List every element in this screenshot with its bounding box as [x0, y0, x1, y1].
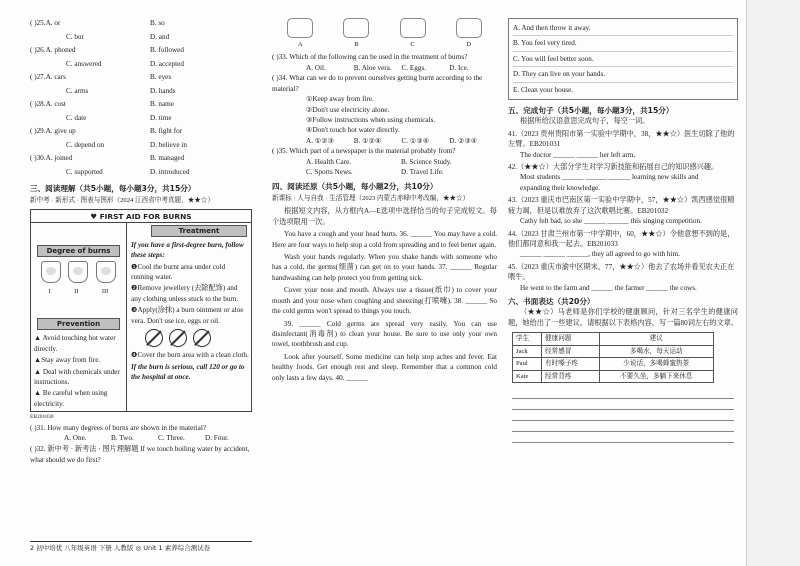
instruction: 根据所给汉语意思完成句子，每空一词。: [520, 117, 650, 126]
question-33: ( )33. Which of the following can be used in the treatment of burns?: [272, 53, 468, 62]
sentence-43-line[interactable]: Cathy felt bad, so she ______ ______ this singing competition.: [520, 217, 702, 226]
sentence-42-line-2: expanding their knowledge.: [520, 183, 601, 192]
question-35: ( )35. Which part of a newspaper is the material probably from?: [272, 147, 456, 156]
sentence-43: 43.（2023 重庆市巴南区第一实验中学期中，57，★★☆）凯西感觉很精疲力竭，但是以难放弃了这次歌唱比赛。EB201032: [508, 196, 735, 215]
no-oil-icon: [193, 329, 211, 347]
q34-items: ①Keep away from fire. ②Don't use electricity alone. ③Follow instructions when using chemicals. ④Don't touch hot water directly.: [306, 95, 436, 135]
hand-cover-icon: [456, 18, 482, 38]
mcq-row: ( )30.A. joined B. managed: [30, 154, 185, 162]
option-image-labels: A B C D: [297, 41, 472, 48]
sentence-42: 42.（★★☆）大部分学生对学习新技能和拓展自己的知识感兴趣。: [508, 162, 719, 171]
section-title: 六、书面表达（共20分）: [508, 297, 595, 307]
no-icons: [145, 329, 249, 347]
passage-paragraph: Cover your nose and mouth. Always use a tissue(纸巾) to cover your mouth and your nose when coughing and sneezing(打喷嚏). 38. ______ So the cold germs won't spread to things you touch.: [272, 286, 497, 316]
question-code: EB201030: [30, 413, 54, 420]
hand-water-icon: [287, 18, 313, 38]
question-34: ( )34. What can we do to prevent ourselves getting burnt according to the material?: [272, 74, 483, 93]
writing-line[interactable]: [512, 388, 734, 399]
option-images: [272, 18, 497, 38]
mcq-row: C. supported D. introduced: [66, 167, 190, 176]
section-subtitle: 新课标 · 人与自我 · 生活管理（2023 内蒙古赤峰中考改编，★★☆）: [272, 194, 470, 202]
mcq-row: ( )28.A. cost B. name: [30, 100, 174, 108]
sentence-42-line[interactable]: Most students ______ ______ ______ learning new skills and: [520, 173, 699, 182]
middle-column: [272, 18, 497, 385]
passage-paragraph: Look after yourself. Some medicine can help stop aches and fever. Eat healthy foods. Get enough rest and sleep. Remember that a common cold only lasts a few days. 40. ______: [272, 352, 497, 382]
prevention-list: ▲ Avoid touching hot water directly. ▲Stay away from fire. ▲ Deal with chemicals under instructions. ▲ Be careful when using electricity.: [34, 334, 120, 408]
table-header: 学生 健康问题 建议: [513, 333, 714, 346]
sentence-45-line[interactable]: He went to the farm and ______ the farmer ______ the cows.: [520, 283, 697, 292]
table-row: Jack 经常感冒 多喝水，每天运动: [513, 345, 714, 358]
burn-hands: [37, 261, 120, 283]
instruction: 根据短文内容，从方框内A—E选项中选择恰当的句子完成短文。每个选项限用一次。: [272, 207, 497, 226]
poster-title: ♥ FIRST AID FOR BURNS: [31, 210, 251, 223]
no-ice-icon: [145, 329, 163, 347]
page-footer: 2 初中培优 八年级英语 下册 人教版 ◎ Unit 1 素养综合测试卷: [30, 541, 252, 553]
hand-icon: [68, 261, 88, 283]
hand-apply-icon: [400, 18, 426, 38]
mcq-row: C. depend on D. believe in: [66, 140, 187, 149]
writing-line[interactable]: [512, 421, 734, 432]
treatment-label: Treatment: [151, 225, 247, 237]
section-subtitle: 新中考 · 新形式 · 图表与图形（2024 江西省中考真题，★★☆）: [30, 197, 215, 204]
sentence-41-line[interactable]: The doctor ______ ______ her left arm.: [520, 150, 636, 159]
health-table: [512, 332, 714, 383]
writing-line[interactable]: [512, 399, 734, 410]
first-aid-poster: [30, 209, 252, 412]
mcq-row: C. answered D. accepted: [66, 59, 184, 68]
section-title: 五、完成句子（共5小题，每小题3分，共15分）: [508, 106, 674, 116]
mcq-row: C. arms D. hands: [66, 86, 176, 95]
left-column: [30, 18, 252, 465]
right-column: [508, 18, 738, 443]
sentence-45: 45.（2023 重庆市渝中区期末，77，★★☆）他去了农场并看见农夫正在喂牛。: [508, 262, 735, 282]
question-31: ( )31. How many degrees of burns are shown in the material?: [30, 423, 207, 432]
section-title: 三、阅读理解（共5小题，每小题3分，共15分）: [30, 184, 196, 193]
writing-line[interactable]: [512, 432, 734, 443]
q35-options: A. Health Care. B. Science Study.: [306, 157, 452, 166]
passage-paragraph: Wash your hands regularly. When you shake hands with someone who has a cold, the germs(细菌) can get on to your hands. 37. ______ Regular handwashing can help protect you from getting sick.: [272, 252, 497, 282]
sentence-44: 44.（2023 甘肃兰州市第一中学期中，60，★★☆）令他意想不到的是，他们都同意和我一起去。EB201033: [508, 229, 735, 248]
mcq-row: ( )26.A. phoned B. followed: [30, 46, 184, 54]
section-title: 四、阅读还原（共5小题，每小题2分，共10分）: [272, 181, 438, 191]
prevention-label: Prevention: [37, 318, 120, 330]
q34-options: A. ①②③ B. ①②④ C. ①③④ D. ②③④: [306, 136, 478, 145]
no-egg-icon: [169, 329, 187, 347]
degree-label: Degree of burns: [37, 245, 120, 257]
page-edge: [746, 0, 800, 566]
sentence-44-line[interactable]: ______ ______ ______, they all agreed to go with him.: [520, 250, 680, 259]
table-row: Kate 经常背疼 不要久坐，多躺下来休息: [513, 370, 714, 383]
passage-paragraph: You have a cough and your head hurts. 36. ______ You may have a cold. Here are four ways to help stop a cold from spreading and to feel better again.: [272, 230, 497, 249]
mcq-row: C. but D. and: [66, 32, 170, 41]
degree-roman: I II III: [48, 287, 109, 295]
hand-icon: [96, 261, 116, 283]
mcq-row: C. date D. time: [66, 113, 172, 122]
mcq-row: ( )29.A. give up B. fight for: [30, 127, 183, 135]
hand-icon: [41, 261, 61, 283]
q33-options: A. Oil. B. Aloe vera. C. Eggs. D. Ice.: [306, 63, 469, 72]
hand-remove-icon: [343, 18, 369, 38]
answer-options-box: A. And then throw it away. B. You feel very tired. C. You will feel better soon. D. They can live on your hands. E. Clean your house.: [508, 18, 738, 100]
table-row: Paul 有时嗓子疼 少说话，多喝蜂蜜热茶: [513, 358, 714, 371]
poster-left: [31, 223, 127, 411]
sentence-41: 41.（2023 贵州贵阳市第一实验中学期中，38，★★☆）医生切除了他的左臂。EB201031: [508, 129, 735, 149]
writing-line[interactable]: [512, 410, 734, 421]
passage-paragraph: 39. ______ Cold germs are spread very easily. You can use disinfectant(消毒剂) to clean your house. Be sure to use only your own towel, toothbrush and cup.: [272, 319, 497, 349]
question-32: ( )32. 新中考 · 新考法 · 图片理解题 If we touch boiling water by accident, what should we do first?: [30, 445, 250, 464]
poster-right: Treatment If you have a first-degree burn, follow these steps: ❶Cool the burnt area under cold running water. ❷Remove jewellery (去除配饰) and any clothing unless stuck to the burn. ❸Apply(涂抹) a burn ointment or aloe vera. Don't use ice, eggs or oil. ❹Cover the burn area with a clean cloth. If the burn is serious, call 120 or go to the hospital at once.: [131, 226, 249, 382]
mcq-block: [30, 18, 252, 180]
q35-options-2: C. Sports News. D. Travel Life.: [306, 168, 444, 177]
writing-prompt: （★★☆）马老师是你们学校的健康顾问，针对三名学生的健康问题，她给出了一些建议。请根据以下表格内容，写一篇80词左右的文章。: [508, 308, 739, 327]
q31-options: A. One. B. Two. C. Three. D. Four.: [64, 433, 229, 442]
mcq-row: ( )25.A. or B. so: [30, 19, 165, 27]
mcq-row: ( )27.A. cars B. eyes: [30, 73, 172, 81]
